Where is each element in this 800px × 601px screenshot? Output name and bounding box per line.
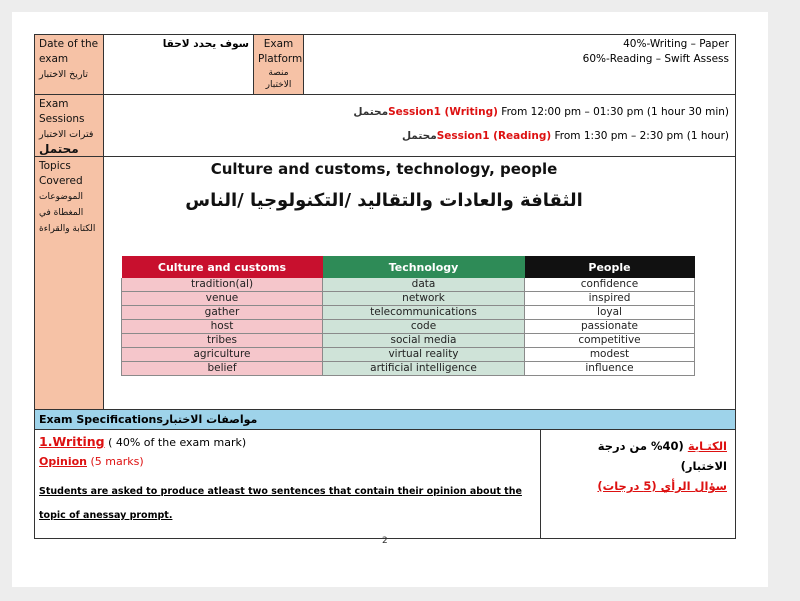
writing-line <box>39 434 536 449</box>
people-cell: loyal <box>525 306 695 320</box>
sessions-label-cell <box>35 94 103 156</box>
technology-cell: social media <box>323 334 525 348</box>
exam-info-table <box>34 34 736 539</box>
opinion-title: Opinion <box>39 455 87 468</box>
people-cell: passionate <box>525 320 695 334</box>
culture-cell: tribes <box>122 334 323 348</box>
ar-writing-note: (40% من درجة الاختبار) <box>597 439 727 473</box>
session-reading-tentative: محتمل <box>401 130 437 142</box>
date-label-ar: تاريخ الاختبار <box>39 69 89 80</box>
session-writing <box>110 100 729 124</box>
culture-cell: tradition(al) <box>122 278 323 292</box>
page-number: 2 <box>382 536 388 546</box>
culture-cell: venue <box>122 292 323 306</box>
specs-title-en: Exam Specifications <box>39 413 163 426</box>
platform-line-reading: 60%-Reading – Swift Assess <box>582 53 729 65</box>
culture-cell: host <box>122 320 323 334</box>
writing-instruction: Students are asked to produce atleast two sentences that contain their opinion about the topic of anessay prompt. <box>39 486 522 521</box>
table-row <box>122 278 695 292</box>
document-page <box>12 12 768 587</box>
technology-cell: artificial intelligence <box>323 362 525 376</box>
session-writing-name: Session1 (Writing) <box>388 106 498 118</box>
technology-cell: network <box>323 292 525 306</box>
date-value-cell <box>103 35 253 94</box>
header-culture: Culture and customs <box>122 256 323 278</box>
table-row <box>122 292 695 306</box>
people-cell: modest <box>525 348 695 362</box>
header-people: People <box>525 256 695 278</box>
ar-writing-line <box>549 436 727 476</box>
people-cell: competitive <box>525 334 695 348</box>
people-cell: inspired <box>525 292 695 306</box>
opinion-marks: (5 marks) <box>90 455 144 468</box>
technology-cell: telecommunications <box>323 306 525 320</box>
table-row <box>122 362 695 376</box>
specs-title-ar: مواصفات الاختبار <box>162 413 258 426</box>
topics-label-en: Topics Covered <box>39 160 83 187</box>
ar-opinion: سؤال الرأي (5 درجات) <box>597 479 727 493</box>
platform-line-writing: 40%-Writing – Paper <box>623 38 729 50</box>
sessions-label-en: Exam Sessions <box>39 98 85 125</box>
vocabulary-table <box>121 256 695 376</box>
platform-label-cell <box>253 35 303 94</box>
sessions-label-ar: فترات الاختبار <box>39 129 94 140</box>
date-label-en: Date of the exam <box>39 38 99 65</box>
session-writing-tentative: محتمل <box>353 106 389 118</box>
culture-cell: gather <box>122 306 323 320</box>
session-writing-time: From 12:00 pm – 01:30 pm (1 hour 30 min) <box>501 106 729 118</box>
table-row <box>122 348 695 362</box>
header-technology: Technology <box>323 256 525 278</box>
topics-title-en: Culture and customs, technology, people <box>210 160 558 178</box>
ar-writing-title: الكتـابة <box>687 439 727 453</box>
platform-value-cell <box>303 35 735 94</box>
sessions-label-tentative: محتمل <box>39 142 79 156</box>
topics-title-ar: الثقافة والعادات والتقاليد /التكنولوجيا /الناس <box>185 190 583 211</box>
date-label-cell <box>35 35 103 94</box>
writing-spec-cell <box>35 429 540 538</box>
session-reading-name: Session1 (Reading) <box>436 130 552 142</box>
table-row <box>122 320 695 334</box>
writing-title: 1.Writing <box>39 434 105 449</box>
session-reading <box>110 124 729 148</box>
technology-cell: code <box>323 320 525 334</box>
writing-note: ( 40% of the exam mark) <box>108 436 247 449</box>
opinion-line <box>39 455 536 468</box>
platform-label-en: Exam Platform <box>258 38 303 65</box>
specs-header-bar <box>35 409 735 429</box>
writing-spec-ar-cell <box>540 429 735 538</box>
sessions-value-cell <box>103 94 735 156</box>
technology-cell: data <box>323 278 525 292</box>
technology-cell: virtual reality <box>323 348 525 362</box>
table-row <box>122 306 695 320</box>
people-cell: influence <box>525 362 695 376</box>
topics-label-cell <box>35 156 103 409</box>
platform-label-ar: منصة الاختبار <box>265 68 292 90</box>
session-reading-time: From 1:30 pm – 2:30 pm (1 hour) <box>554 130 729 142</box>
people-cell: confidence <box>525 278 695 292</box>
culture-cell: agriculture <box>122 348 323 362</box>
table-row <box>122 334 695 348</box>
date-value: سوف يحدد لاحقا <box>162 38 249 50</box>
topics-label-ar: الموضوعات المغطاة في الكتابة والقراءة <box>39 192 96 234</box>
culture-cell: belief <box>122 362 323 376</box>
